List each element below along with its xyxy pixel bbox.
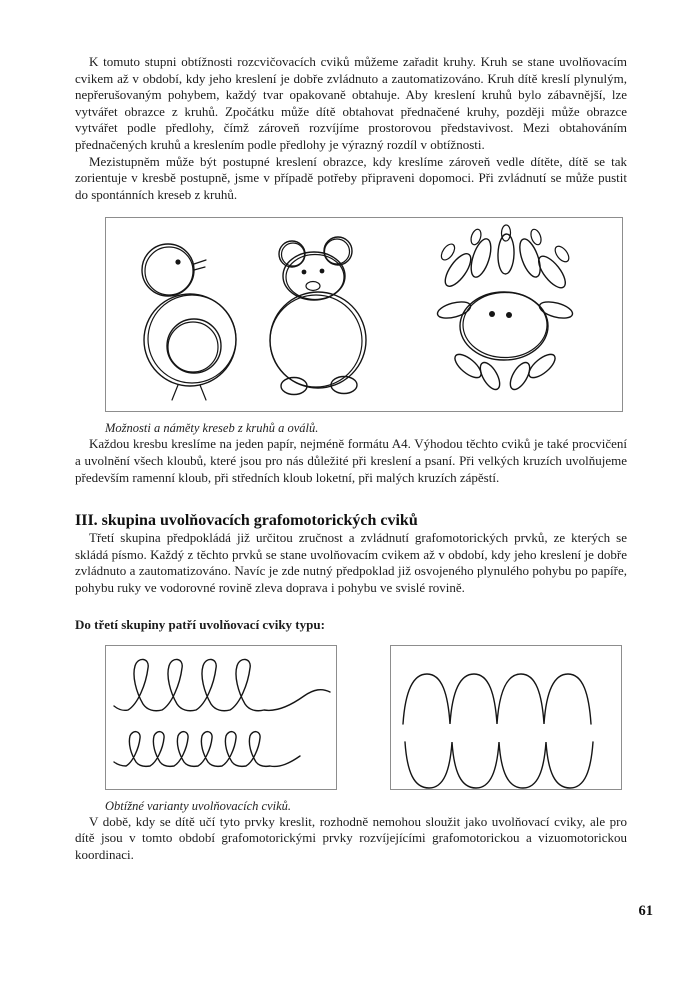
paragraph-4: Třetí skupina předpokládá již určitou zručnost a zvládnutí grafomotorických prvků, ze kterých se skládá písmo. Každý z těchto prvků se stane uvolňovacím cvikem až v období, kdy jeho kreslení je dobře zvládnuto a zautomatizováno. Navíc je zde nutný předpoklad již osvojeného plynulého pohybu po papíře, pohybu ruky ve vodorovné rovině zleva doprava i pohybu ve svislé rovině.: [75, 530, 627, 595]
loop-exercises-left-drawing: [106, 646, 336, 789]
figure-loops-right-frame: [390, 645, 622, 790]
section-heading: III. skupina uvolňovacích grafomotorických cviků: [75, 512, 418, 530]
caption-figure-loops: Obtížné varianty uvolňovacích cviků.: [105, 798, 292, 813]
figure-loops-left-frame: [105, 645, 337, 790]
bird-from-circles-drawing: [142, 244, 236, 400]
arch-exercises-right-drawing: [391, 646, 621, 789]
bear-from-circles-drawing: [270, 237, 366, 395]
figure-circles-drawing: [106, 218, 622, 411]
figure-circles-frame: [105, 217, 623, 412]
figure-loops-row: [105, 645, 627, 790]
exercise-intro-line: Do třetí skupiny patří uvolňovací cviky typu:: [75, 616, 325, 632]
paragraph-2: Mezistupněm může být postupné kreslení obrazce, kdy kreslíme zároveň vedle dítěte, dítě se tak zorientuje v kresbě postupně, jsme v případě potřeby připraveni dopomoci. Při zvládnutí se může pustit do spontánních kreseb z kruhů.: [75, 153, 627, 202]
caption-figure-circles: Možnosti a náměty kreseb z kruhů a oválů.: [105, 421, 319, 436]
paragraph-5: V době, kdy se dítě učí tyto prvky kreslit, rozhodně nemohou sloužit jako uvolňovací cviky, ale pro dítě jsou v tomto období grafomotorickými prvky rozvíjejícími grafomotorickou a vizuomotorickou koordinaci.: [75, 813, 627, 862]
page-content: [75, 54, 627, 863]
page-number: 61: [638, 903, 653, 919]
paragraph-1: K tomuto stupni obtížnosti rozcvičovacích cviků můžeme zařadit kruhy. Kruh se stane uvolňovacím cvikem až v období, kdy jeho kreslení je dobře zvládnuto a zautomatizováno. Kruh dítě kreslí plynulým, nepřerušovaným pohybem, každý tvar opakovaně obtahuje. Aby kreslení kruhů bylo zábavnější, lze vytvářet obrazce z kruhů. Zpočátku může dítě obtahovat přednačené kruhy, později může obrazce vytvářet podle předlohy, čímž zároveň rozvíjíme prostorovou představivost. Mezi obtahováním přednačených kruhů a kreslením podle předlohy je výrazný rozdíl v obtížnosti.: [75, 54, 627, 152]
crab-from-ovals-drawing: [436, 225, 574, 393]
paragraph-3: Každou kresbu kreslíme na jeden papír, nejméně formátu A4. Výhodou těchto cviků je také procvičení a uvolnění všech kloubů, které jsou pro nás důležité při kreslení a psaní. Při velkých kruzích uvolňujeme především ramenní kloub, při středních kloub loketní, při malých kruzích zápěstí.: [75, 436, 627, 485]
